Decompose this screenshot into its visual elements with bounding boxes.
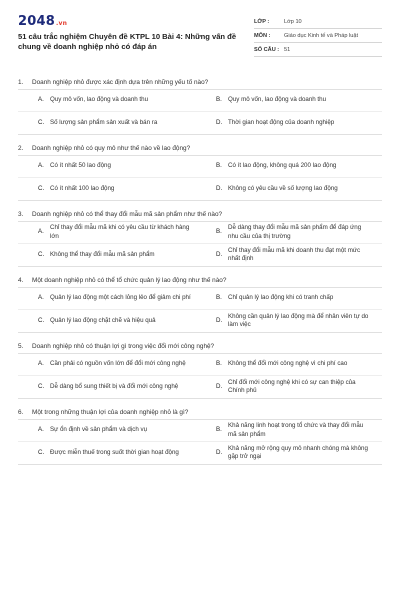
option-c[interactable] [18,381,204,394]
option-d[interactable] [204,245,382,266]
option-text: Quản lý lao động chặt chẽ và hiệu quả [50,316,156,324]
option-letter: B. [216,294,222,302]
answer-options [18,89,382,135]
option-row [18,222,382,244]
option-row [18,420,382,442]
option-a[interactable] [18,160,204,173]
option-letter: A. [38,228,44,236]
option-letter: B. [216,228,222,236]
option-letter: A. [38,426,44,434]
option-letter: D. [216,184,223,192]
question-stem [18,210,382,221]
option-letter: C. [38,448,45,456]
option-text: Quản lý lao động một cách lỏng lẻo để giảm chi phí [50,294,191,302]
question-number: 3. [18,211,24,218]
page-header [18,12,382,70]
option-text: Không thể thay đổi mẫu mã sản phẩm [50,250,155,258]
option-letter: D. [216,316,223,324]
question-text: Doanh nghiệp nhỏ có thuận lợi gì trong việc đổi mới công nghệ? [32,343,215,350]
option-letter: A. [38,96,44,104]
answer-options [18,155,382,201]
option-a[interactable] [18,292,204,305]
question-number: 1. [18,79,24,86]
option-a[interactable] [18,424,204,437]
option-letter: B. [216,96,222,104]
meta-row-grade [254,15,382,29]
answer-options [18,353,382,399]
option-row [18,244,382,266]
option-row [18,288,382,310]
option-a[interactable] [18,222,204,243]
question-5 [18,342,382,399]
meta-value: 51 [284,46,291,53]
option-d[interactable] [204,311,382,332]
option-text: Chỉ thay đổi mẫu mã khi có yêu cầu từ khách hàng lớn [50,224,190,240]
option-row [18,442,382,464]
option-text: Dễ dàng bổ sung thiết bị và đổi mới công nghệ [50,382,179,390]
question-text: Một doanh nghiệp nhỏ có thể tổ chức quản lý lao động như thế nào? [32,277,227,284]
option-text: Có ít nhất 50 lao động [50,162,111,170]
option-text: Khả năng mở rộng quy mô nhanh chóng mà không gặp trở ngại [228,444,368,460]
meta-key: SỐ CÂU : [254,46,280,53]
question-stem [18,276,382,287]
option-d[interactable] [204,117,382,130]
option-b[interactable] [204,94,382,107]
option-letter: D. [216,448,223,456]
option-b[interactable] [204,358,382,371]
question-text: Doanh nghiệp nhỏ được xác định dựa trên những yếu tố nào? [32,79,209,86]
option-text: Khả năng linh hoạt trong tổ chức và thay đổi mẫu mã sản phẩm [228,422,364,438]
option-letter: A. [38,294,44,302]
option-row [18,310,382,332]
option-text: Có ít nhất 100 lao động [50,184,115,192]
option-letter: C. [38,184,45,192]
question-6 [18,408,382,465]
option-letter: A. [38,360,44,368]
option-b[interactable] [204,420,382,441]
option-b[interactable] [204,292,382,305]
option-c[interactable] [18,183,204,196]
option-text: Quy mô vốn, lao động và doanh thu [50,96,149,104]
question-number: 4. [18,277,24,284]
option-text: Chỉ quản lý lao động khi có tranh chấp [228,294,334,302]
option-c[interactable] [18,315,204,328]
option-text: Sự ổn định về sản phẩm và dịch vụ [50,426,148,434]
option-c[interactable] [18,447,204,460]
option-text: Chỉ thay đổi mẫu mã khi doanh thu đạt một mức nhất định [228,246,361,262]
site-logo[interactable] [18,14,67,29]
option-text: Chỉ đổi mới công nghệ khi có sự can thiệp của Chính phủ [228,378,356,394]
option-letter: B. [216,426,222,434]
option-row [18,376,382,398]
meta-key: LỚP : [254,18,270,25]
option-text: Thời gian hoạt động của doanh nghiệp [228,118,335,126]
option-text: Không thể đổi mới công nghệ vì chi phí cao [228,360,348,368]
meta-key: MÔN : [254,32,271,39]
option-text: Dễ dàng thay đổi mẫu mã sản phẩm để đáp ứng nhu cầu của thị trường [228,224,362,240]
question-number: 5. [18,343,24,350]
option-text: Quy mô vốn, lao động và doanh thu [228,96,327,104]
question-stem [18,144,382,155]
option-a[interactable] [18,94,204,107]
option-text: Cần phải có nguồn vốn lớn để đổi mới công nghệ [50,360,186,368]
meta-row-count [254,43,382,57]
page-title: 51 câu trắc nghiệm Chuyên đề KTPL 10 Bài 4: Những vấn đề chung về doanh nghiệp nhỏ có đáp án [18,32,237,51]
option-letter: B. [216,360,222,368]
option-text: Không có yêu cầu về số lượng lao động [228,184,338,192]
meta-row-subject [254,29,382,43]
meta-table [254,15,382,57]
answer-options [18,221,382,267]
question-text: Doanh nghiệp nhỏ có thể thay đổi mẫu mã sản phẩm như thế nào? [32,211,223,218]
answer-options [18,287,382,333]
option-letter: D. [216,382,223,390]
option-row [18,178,382,200]
question-stem [18,408,382,419]
option-letter: B. [216,162,222,170]
option-a[interactable] [18,358,204,371]
option-b[interactable] [204,160,382,173]
option-b[interactable] [204,222,382,243]
option-text: Không cần quản lý lao động mà để nhân viên tự do làm việc [228,312,369,328]
option-letter: D. [216,250,223,258]
question-4 [18,276,382,333]
question-stem [18,342,382,353]
logo-text: 2048 [18,14,55,29]
option-c[interactable] [18,117,204,130]
option-row [18,90,382,112]
option-text: Có ít lao động, không quá 200 lao động [228,162,337,170]
question-text: Doanh nghiệp nhỏ có quy mô như thế nào về lao động? [32,145,191,152]
meta-value: Giáo dục Kinh tế và Pháp luật [284,32,359,39]
option-d[interactable] [204,443,382,464]
option-d[interactable] [204,183,382,196]
option-row [18,156,382,178]
question-stem [18,78,382,89]
logo-suffix: .vn [55,20,68,27]
question-2 [18,144,382,201]
question-number: 2. [18,145,24,152]
question-3 [18,210,382,267]
question-list [18,78,382,474]
option-letter: C. [38,382,45,390]
question-text: Một trong những thuận lợi của doanh nghiệp nhỏ là gì? [32,409,189,416]
option-row [18,112,382,134]
meta-value: Lớp 10 [284,18,302,25]
option-text: Số lượng sản phẩm sản xuất và bán ra [50,118,158,126]
answer-options [18,419,382,465]
option-letter: C. [38,250,45,258]
option-letter: D. [216,118,223,126]
option-letter: A. [38,162,44,170]
option-d[interactable] [204,377,382,398]
option-c[interactable] [18,249,204,262]
option-row [18,354,382,376]
option-letter: C. [38,118,45,126]
option-letter: C. [38,316,45,324]
question-number: 6. [18,409,24,416]
question-1 [18,78,382,135]
option-text: Được miễn thuế trong suốt thời gian hoạt động [50,448,179,456]
